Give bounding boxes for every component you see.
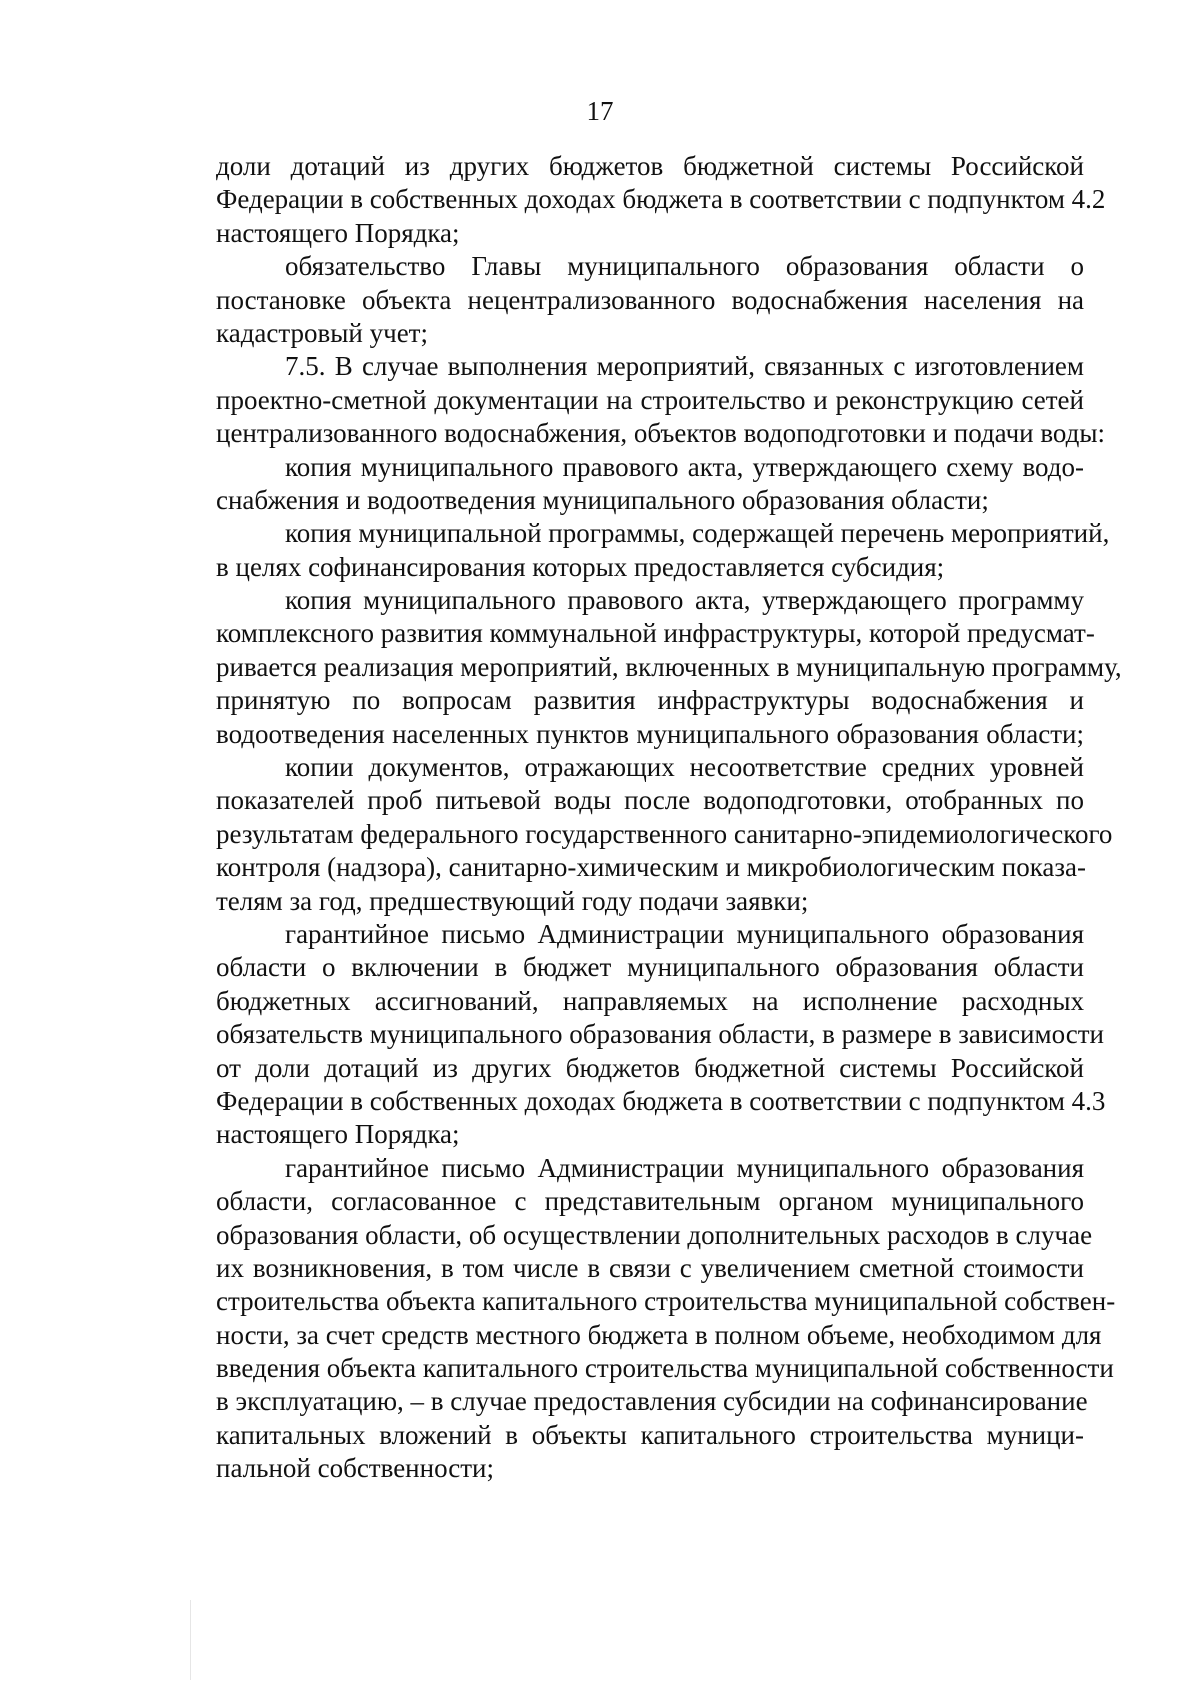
text-line: централизованного водоснабжения, объектов водоподготовки и подачи воды: <box>216 418 1106 449</box>
text-line: копия муниципального правового акта, утверждающего схему водо- <box>285 451 1084 482</box>
text-line: копии документов, отражающих несоответствие средних уровней <box>285 752 1084 783</box>
text-line: комплексного развития коммунальной инфраструктуры, которой предусмат- <box>216 618 1095 649</box>
text-line: водоотведения населенных пунктов муниципального образования области; <box>216 718 1084 749</box>
text-line: гарантийное письмо Администрации муниципального образования <box>285 1152 1084 1183</box>
text-line: показателей проб питьевой воды после водоподготовки, отобранных по <box>216 785 1084 816</box>
text-line: постановке объекта нецентрализованного водоснабжения населения на <box>216 284 1084 315</box>
text-line: области, согласованное с представительным органом муниципального <box>216 1186 1084 1217</box>
text-line: принятую по вопросам развития инфраструктуры водоснабжения и <box>216 685 1084 716</box>
text-line: в эксплуатацию, – в случае предоставления субсидии на софинансирование <box>216 1386 1088 1417</box>
paragraph <box>216 350 1106 450</box>
text-line: телям за год, предшествующий году подачи заявки; <box>216 885 809 916</box>
text-line: контроля (надзора), санитарно-химическим и микробиологическим показа- <box>216 852 1087 883</box>
text-line: настоящего Порядка; <box>216 217 460 248</box>
text-line: результатам федерального государственного санитарно-эпидемиологического <box>216 818 1113 849</box>
text-line: области о включении в бюджет муниципального образования области <box>216 952 1084 983</box>
text-line: копия муниципальной программы, содержащей перечень мероприятий, <box>285 518 1110 549</box>
text-line: строительства объекта капитального строительства муниципальной собствен- <box>216 1286 1116 1317</box>
text-line: проектно-сметной документации на строительство и реконструкцию сетей <box>216 384 1084 415</box>
text-line: гарантийное письмо Администрации муниципального образования <box>285 918 1084 949</box>
text-line: обязательство Главы муниципального образования области о <box>285 251 1084 282</box>
paragraph <box>216 517 1110 584</box>
text-line: их возникновения, в том числе в связи с увеличением сметной стоимости <box>216 1252 1084 1283</box>
text-line: доли дотаций из других бюджетов бюджетной системы Российской <box>216 151 1084 181</box>
text-line: Федерации в собственных доходах бюджета в соответствии с подпунктом 4.2 <box>216 184 1106 215</box>
text-line: образования области, об осуществлении дополнительных расходов в случае <box>216 1219 1093 1250</box>
paragraph <box>216 584 1122 751</box>
text-line: снабжения и водоотведения муниципального образования области; <box>216 484 989 515</box>
text-line: копия муниципального правового акта, утверждающего программу <box>285 585 1084 616</box>
text-line: ривается реализация мероприятий, включенных в муниципальную программу, <box>216 651 1122 682</box>
text-line: ности, за счет средств местного бюджета в полном объеме, необходимом для <box>216 1319 1102 1350</box>
paragraph <box>216 451 1084 518</box>
paragraph <box>216 150 1106 250</box>
text-line: настоящего Порядка; <box>216 1119 460 1150</box>
paragraph <box>216 1152 1116 1486</box>
paragraph <box>216 751 1113 918</box>
text-line: капитальных вложений в объекты капитального строительства муници- <box>216 1419 1084 1450</box>
text-line: пальной собственности; <box>216 1453 494 1484</box>
document-body <box>216 150 1122 1486</box>
text-line: от доли дотаций из других бюджетов бюджетной системы Российской <box>216 1052 1084 1083</box>
text-line: кадастровый учет; <box>216 317 428 348</box>
page-number: 17 <box>586 96 614 126</box>
text-line: обязательств муниципального образования области, в размере в зависимости <box>216 1019 1104 1050</box>
paragraph <box>216 250 1084 350</box>
text-line: введения объекта капитального строительства муниципальной собственности <box>216 1353 1114 1384</box>
text-line: бюджетных ассигнований, направляемых на исполнение расходных <box>216 985 1084 1016</box>
scan-edge-mark <box>190 1600 191 1680</box>
text-line: 7.5. В случае выполнения мероприятий, связанных с изготовлением <box>285 351 1084 382</box>
text-line: Федерации в собственных доходах бюджета в соответствии с подпунктом 4.3 <box>216 1085 1106 1116</box>
text-line: в целях софинансирования которых предоставляется субсидия; <box>216 551 945 582</box>
paragraph <box>216 918 1106 1152</box>
